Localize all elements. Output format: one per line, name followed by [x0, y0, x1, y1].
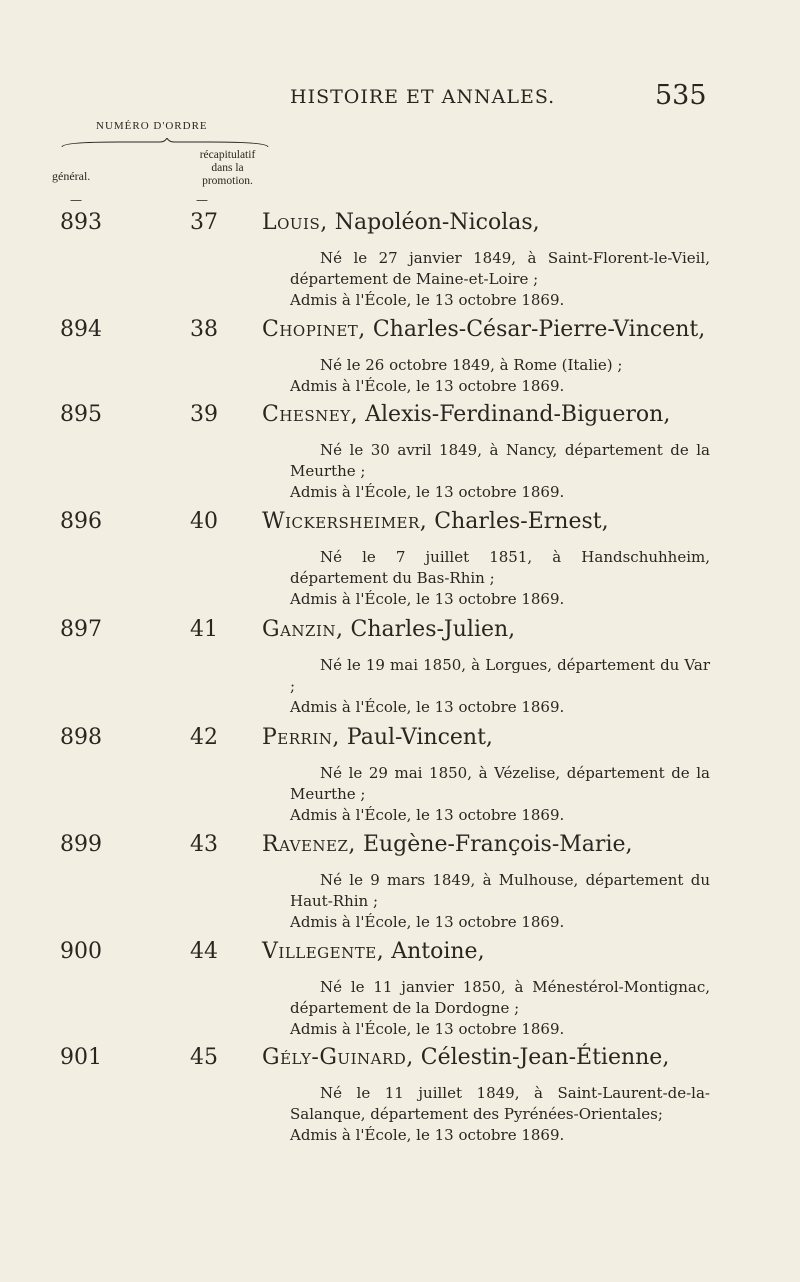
entry-name	[262, 1045, 669, 1070]
entry-general-number: 895	[60, 402, 102, 427]
entry-admission: Admis à l'École, le 13 octobre 1869.	[290, 913, 565, 931]
entry-admission: Admis à l'École, le 13 octobre 1869.	[290, 1126, 565, 1144]
entry-given-names: Napoléon-Nicolas,	[334, 210, 540, 235]
entry-surname: Gély-Guinard,	[262, 1045, 414, 1070]
entry-birth: Né le 29 mai 1850, à Vézelise, département de la Meurthe ;	[290, 764, 710, 803]
column-header-recap	[175, 149, 280, 188]
entry-admission: Admis à l'École, le 13 octobre 1869.	[290, 291, 565, 309]
entry-admission: Admis à l'École, le 13 octobre 1869.	[290, 1020, 565, 1038]
column-dash-general: —	[70, 193, 82, 207]
entry-given-names: Antoine,	[391, 939, 485, 964]
entry-name	[262, 317, 705, 342]
recap-line-3: promotion.	[202, 175, 253, 187]
entry-given-names: Célestin-Jean-Étienne,	[420, 1045, 670, 1070]
entry-birth: Né le 11 juillet 1849, à Saint-Laurent-de-la-Salanque, département des Pyrénées-Orientales;	[290, 1084, 710, 1123]
entry-surname: Louis,	[262, 210, 328, 235]
entry-given-names: Charles-César-Pierre-Vincent,	[372, 317, 706, 342]
entry-given-names: Eugène-François-Marie,	[362, 832, 633, 857]
entry-general-number: 899	[60, 832, 102, 857]
entry-name	[262, 402, 670, 427]
header-brace	[60, 138, 270, 148]
entry-surname: Ravenez,	[262, 832, 356, 857]
entry-given-names: Charles-Julien,	[350, 617, 516, 642]
entry-recap-number: 38	[190, 317, 218, 342]
entry-general-number: 900	[60, 939, 102, 964]
entry-details	[290, 870, 710, 933]
entry-surname: Perrin,	[262, 725, 340, 750]
entry-details	[290, 763, 710, 826]
entry-details	[290, 977, 710, 1040]
entry-name	[262, 210, 540, 235]
entry-name	[262, 939, 485, 964]
entry-surname: Ganzin,	[262, 617, 344, 642]
entry-given-names: Paul-Vincent,	[346, 725, 493, 750]
entry-recap-number: 39	[190, 402, 218, 427]
recap-line-2: dans la	[211, 162, 244, 174]
entry-surname: Chesney,	[262, 402, 359, 427]
entry-details	[290, 355, 710, 397]
entry-surname: Villegente,	[262, 939, 385, 964]
entry-name	[262, 509, 609, 534]
entry-details	[290, 655, 710, 718]
entry-admission: Admis à l'École, le 13 octobre 1869.	[290, 483, 565, 501]
entry-name	[262, 725, 493, 750]
column-dash-recap: —	[196, 193, 208, 207]
entry-details	[290, 440, 710, 503]
entry-given-names: Charles-Ernest,	[434, 509, 609, 534]
entry-general-number: 896	[60, 509, 102, 534]
entry-birth: Né le 7 juillet 1851, à Handschuhheim, département du Bas-Rhin ;	[290, 548, 710, 587]
entry-details	[290, 248, 710, 311]
entry-general-number: 894	[60, 317, 102, 342]
entry-general-number: 897	[60, 617, 102, 642]
entry-name	[262, 617, 515, 642]
entry-general-number: 901	[60, 1045, 102, 1070]
entry-admission: Admis à l'École, le 13 octobre 1869.	[290, 698, 565, 716]
entry-recap-number: 41	[190, 617, 218, 642]
entry-recap-number: 42	[190, 725, 218, 750]
page-number: 535	[655, 80, 707, 111]
entry-recap-number: 44	[190, 939, 218, 964]
entry-birth: Né le 11 janvier 1850, à Ménestérol-Montignac, département de la Dordogne ;	[290, 978, 710, 1017]
column-header-general: général.	[52, 169, 91, 183]
entry-birth: Né le 19 mai 1850, à Lorgues, département du Var ;	[290, 656, 710, 695]
entry-recap-number: 43	[190, 832, 218, 857]
entry-general-number: 898	[60, 725, 102, 750]
entry-birth: Né le 27 janvier 1849, à Saint-Florent-le-Vieil, département de Maine-et-Loire ;	[290, 249, 710, 288]
entry-birth: Né le 30 avril 1849, à Nancy, département de la Meurthe ;	[290, 441, 710, 480]
running-title: HISTOIRE ET ANNALES.	[290, 86, 556, 108]
entry-birth: Né le 9 mars 1849, à Mulhouse, département du Haut-Rhin ;	[290, 871, 710, 910]
entry-general-number: 893	[60, 210, 102, 235]
entry-given-names: Alexis-Ferdinand-Bigueron,	[365, 402, 671, 427]
entry-surname: Chopinet,	[262, 317, 366, 342]
entry-details	[290, 547, 710, 610]
entry-recap-number: 40	[190, 509, 218, 534]
entry-admission: Admis à l'École, le 13 octobre 1869.	[290, 806, 565, 824]
entry-details	[290, 1083, 710, 1146]
entry-admission: Admis à l'École, le 13 octobre 1869.	[290, 590, 565, 608]
entry-admission: Admis à l'École, le 13 octobre 1869.	[290, 377, 565, 395]
entry-recap-number: 45	[190, 1045, 218, 1070]
entry-name	[262, 832, 633, 857]
entry-recap-number: 37	[190, 210, 218, 235]
column-header-numero: NUMÉRO D'ORDRE	[96, 120, 208, 132]
recap-line-1: récapitulatif	[199, 149, 256, 161]
entry-birth: Né le 26 octobre 1849, à Rome (Italie) ;	[320, 356, 623, 374]
entry-surname: Wickersheimer,	[262, 509, 428, 534]
